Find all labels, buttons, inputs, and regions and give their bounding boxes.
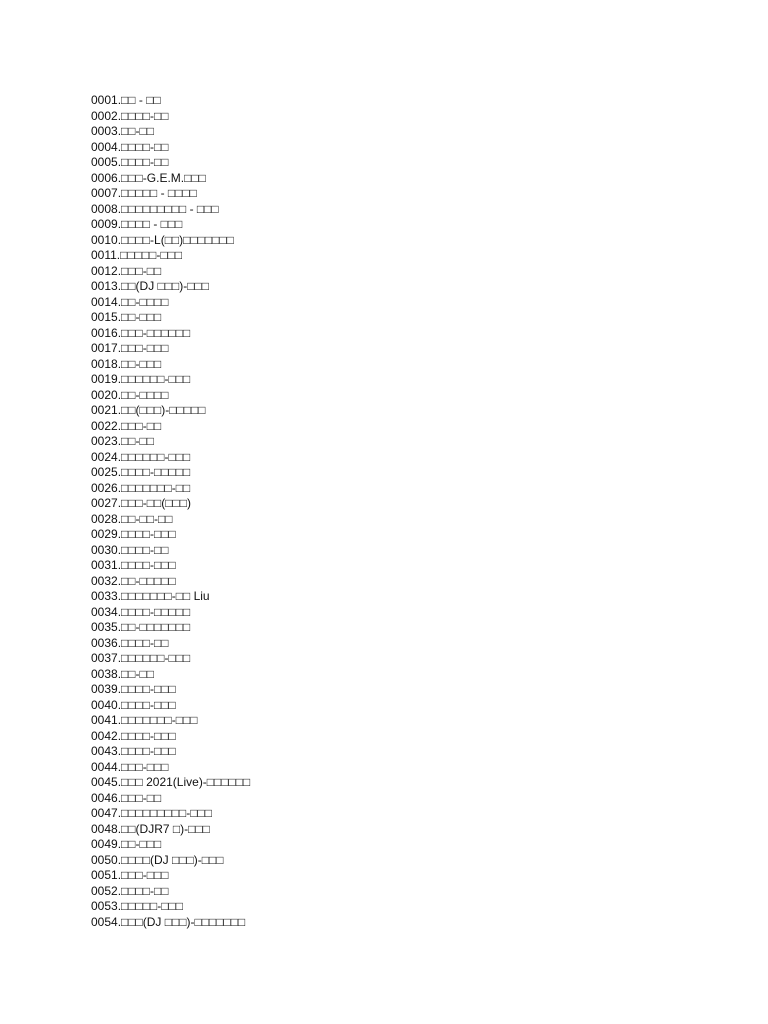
list-item: 0003.□□-□□ bbox=[91, 124, 155, 138]
list-item: 0022.□□□-□□ bbox=[91, 418, 162, 433]
list-item: 0052.□□□□-□□ bbox=[91, 883, 169, 898]
list-item: 0025.□□□□-□□□□□ bbox=[91, 465, 191, 479]
list-item: 0046.□□□-□□ bbox=[91, 790, 162, 805]
list-item: 0009.□□□□ - □□□ bbox=[91, 217, 183, 231]
list-item: 0029.□□□□-□□□ bbox=[91, 527, 176, 541]
list-item: 0017.□□□-□□□ bbox=[91, 341, 169, 355]
list-item: 0035.□□-□□□□□□□ bbox=[91, 620, 191, 634]
list-item: 0030.□□□□-□□ bbox=[91, 542, 169, 557]
list-item: 0004.□□□□-□□ bbox=[91, 139, 169, 154]
list-item: 0036.□□□□-□□ bbox=[91, 635, 169, 650]
list-item: 0007.□□□□□ - □□□□ bbox=[91, 186, 197, 200]
list-item: 0016.□□□-□□□□□□ bbox=[91, 325, 191, 340]
list-item: 0001.□□ - □□ bbox=[91, 93, 161, 107]
list-item: 0028.□□-□□-□□ bbox=[91, 511, 173, 526]
list-item: 0010.□□□□-L(□□)□□□□□□□ bbox=[91, 232, 234, 247]
list-item: 0050.□□□□(DJ □□□)-□□□ bbox=[91, 852, 224, 867]
list-item: 0039.□□□□-□□□ bbox=[91, 682, 176, 696]
list-item: 0002.□□□□-□□ bbox=[91, 108, 169, 123]
list-item: 0034.□□□□-□□□□□ bbox=[91, 604, 191, 619]
list-item: 0037.□□□□□□-□□□ bbox=[91, 651, 191, 665]
list-item: 0020.□□-□□□□ bbox=[91, 387, 169, 402]
list-item: 0048.□□(DJR7 □)-□□□ bbox=[91, 821, 210, 836]
list-item: 0033.□□□□□□□-□□ Liu bbox=[91, 589, 210, 603]
list-item: 0006.□□□-G.E.M.□□□ bbox=[91, 170, 206, 185]
song-list bbox=[91, 93, 250, 930]
list-item: 0019.□□□□□□-□□□ bbox=[91, 372, 191, 386]
list-item: 0032.□□-□□□□□ bbox=[91, 573, 176, 588]
list-item: 0024.□□□□□□-□□□ bbox=[91, 449, 191, 464]
list-item: 0023.□□-□□ bbox=[91, 434, 155, 448]
list-item: 0049.□□-□□□ bbox=[91, 837, 162, 851]
list-item: 0026.□□□□□□□-□□ bbox=[91, 480, 191, 495]
list-item: 0042.□□□□-□□□ bbox=[91, 728, 176, 743]
list-item: 0027.□□□-□□(□□□) bbox=[91, 496, 192, 510]
list-item: 0043.□□□□-□□□ bbox=[91, 744, 176, 758]
list-item: 0021.□□(□□□)-□□□□□ bbox=[91, 403, 206, 417]
list-item: 0005.□□□□-□□ bbox=[91, 155, 169, 169]
list-item: 0015.□□-□□□ bbox=[91, 310, 162, 324]
list-item: 0053.□□□□□-□□□ bbox=[91, 899, 184, 913]
list-item: 0045.□□□ 2021(Live)-□□□□□□ bbox=[91, 775, 251, 789]
list-item: 0044.□□□-□□□ bbox=[91, 759, 169, 774]
list-item: 0051.□□□-□□□ bbox=[91, 868, 169, 882]
list-item: 0031.□□□□-□□□ bbox=[91, 558, 176, 572]
list-item: 0013.□□(DJ □□□)-□□□ bbox=[91, 279, 210, 293]
list-item: 0041.□□□□□□□-□□□ bbox=[91, 713, 198, 727]
list-item: 0054.□□□(DJ □□□)-□□□□□□□ bbox=[91, 914, 246, 929]
list-item: 0014.□□-□□□□ bbox=[91, 294, 169, 309]
list-item: 0008.□□□□□□□□□ - □□□ bbox=[91, 201, 219, 216]
list-item: 0047.□□□□□□□□□-□□□ bbox=[91, 806, 213, 820]
list-item: 0011.□□□□□-□□□ bbox=[91, 248, 183, 262]
list-item: 0018.□□-□□□ bbox=[91, 356, 162, 371]
list-item: 0040.□□□□-□□□ bbox=[91, 697, 176, 712]
list-item: 0012.□□□-□□ bbox=[91, 263, 162, 278]
list-item: 0038.□□-□□ bbox=[91, 666, 155, 681]
